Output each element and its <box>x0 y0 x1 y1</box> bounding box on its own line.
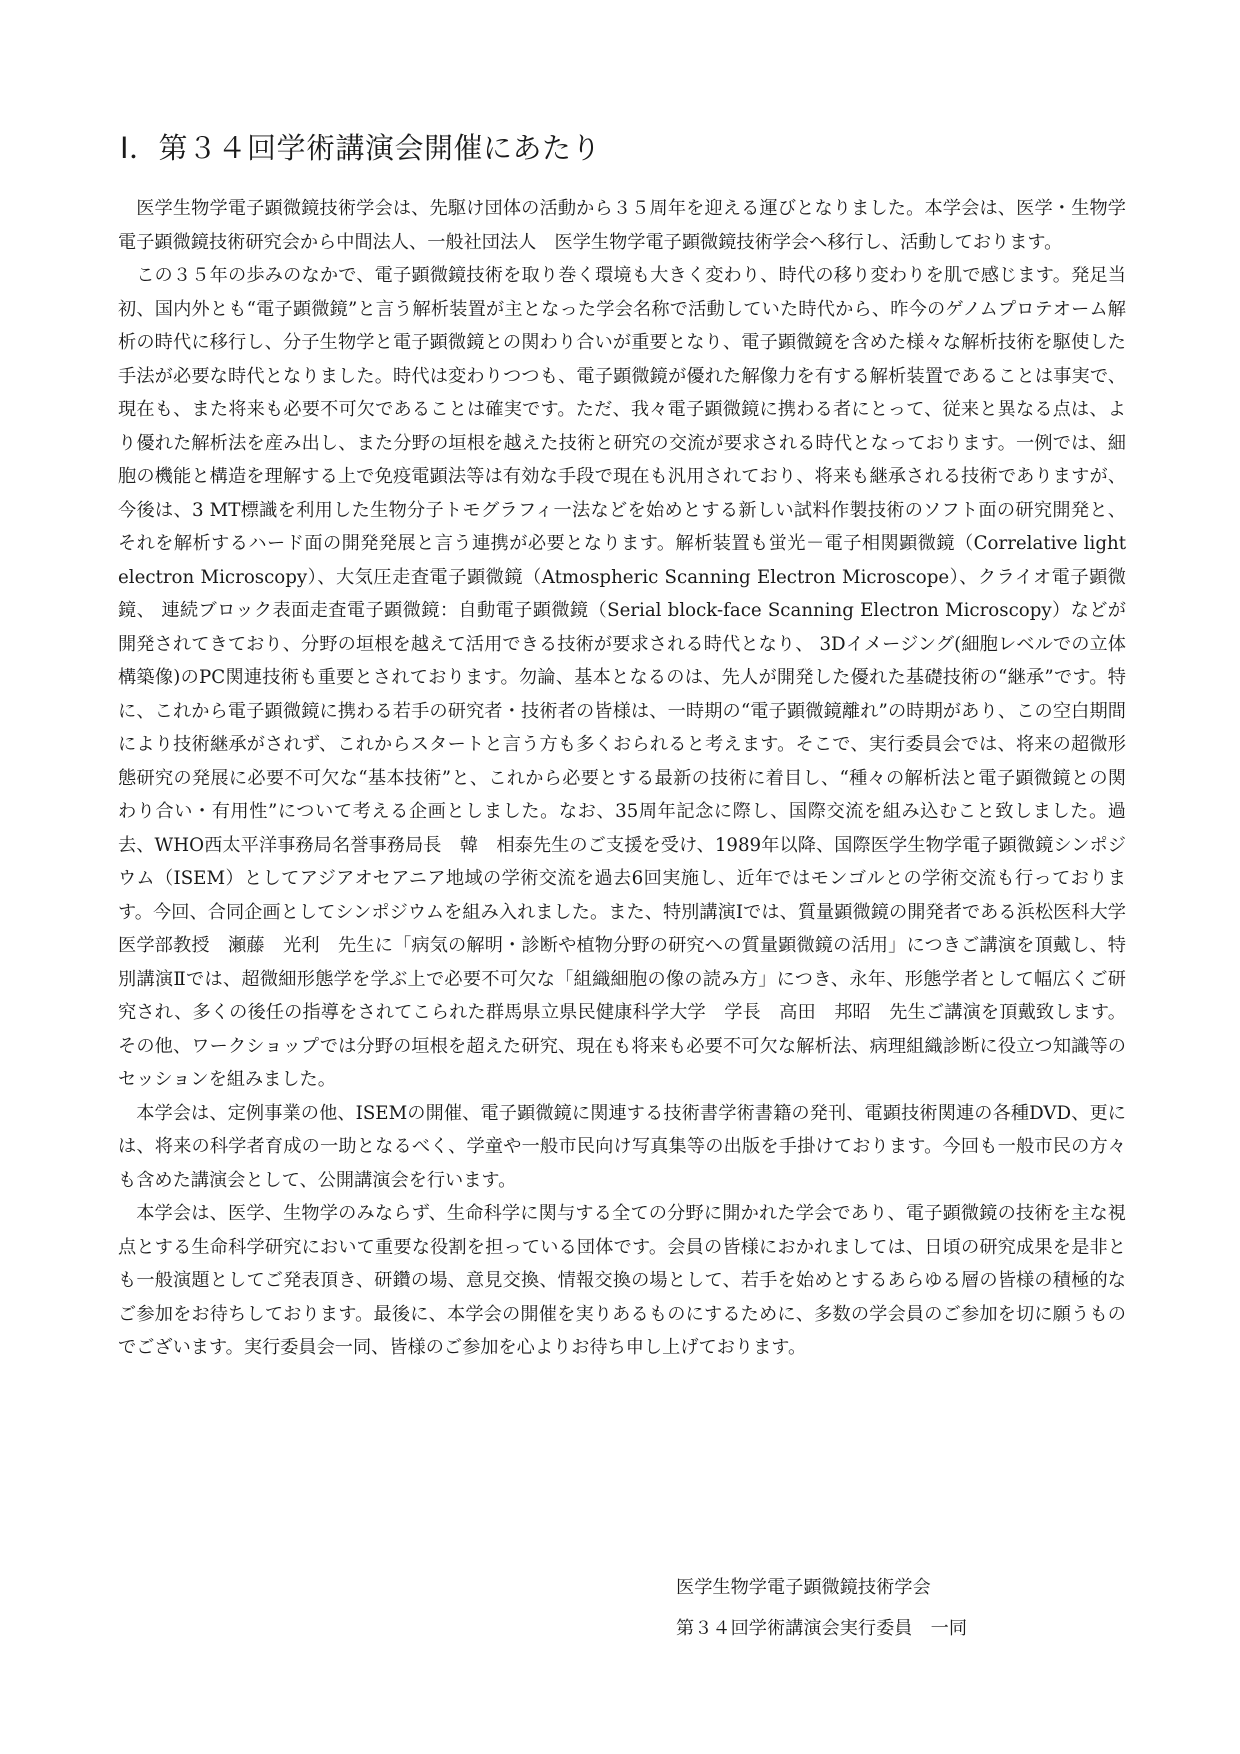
signature-committee: 第３４回学術講演会実行委員 一同 <box>676 1618 968 1639</box>
signature-organization: 医学生物学電子顕微鏡技術学会 <box>676 1577 931 1598</box>
paragraph-3: 本学会は、定例事業の他、ISEMの開催、電子顕微鏡に関連する技術書学術書籍の発刊、電顕技術関連の各種DVD、更には、将来の科学者育成の一助となるべく、学童や一般市民向け写真集等の出版を手掛けております。今回も一般市民の方々も含めた講演会として、公開講演会を行います。 <box>118 1102 1126 1191</box>
paragraph-4: 本学会は、医学、生物学のみならず、生命科学に関与する全ての分野に開かれた学会であり、電子顕微鏡の技術を主な視点とする生命科学研究において重要な役割を担っている団体です。会員の皆様におかれましては、日頃の研究成果を是非とも一般演題としてご発表頂き、研鑽の場、意見交換、情報交換の場として、若手を始めとするあらゆる層の皆様の積極的なご参加をお待ちしております。最後に、本学会の開催を実りあるものにするために、多数の学会員のご参加を切に願うものでございます。実行委員会一同、皆様のご参加を心よりお待ち申し上げております。 <box>118 1203 1126 1358</box>
page-title: Ⅰ．第３４回学術講演会開催にあたり <box>120 131 602 165</box>
paragraph-2: この３５年の歩みのなかで、電子顕微鏡技術を取り巻く環境も大きく変わり、時代の移り変わりを肌で感じます。発足当初、国内外とも“電子顕微鏡”と言う解析装置が主となった学会名称で活動していた時代から、昨今のゲノムプロテオーム解析の時代に移行し、分子生物学と電子顕微鏡との関わり合いが重要となり、電子顕微鏡を含めた様々な解析技術を駆使した手法が必要な時代となりました。時代は変わりつつも、電子顕微鏡が優れた解像力を有する解析装置であることは事実で、現在も、また将来も必要不可欠であることは確実です。ただ、我々電子顕微鏡に携わる者にとって、従来と異なる点は、より優れた解析法を産み出し、また分野の垣根を越えた技術と研究の交流が要求される時代となっております。一例では、細胞の機能と構造を理解する上で免疫電顕法等は有効な手段で現在も汎用されており、将来も継承される技術でありますが、今後は、3 MT標識を利用した生物分子トモグラフィ一法などを始めとする新しい試料作製技術のソフト面の研究開発と、それを解析するハード面の開発発展と言う連携が必要となります。解析装置も蛍光－電子相関顕微鏡（Correlative light electron Microscopy）、大気圧走査電子顕微鏡（Atmospheric Scanning Electron Microscope）、クライオ電子顕微鏡、 連続ブロック表面走査電子顕微鏡：自動電子顕微鏡（Serial block-face Scanning Electron Microscopy）などが開発されてきており、分野の垣根を越えて活用できる技術が要求される時代となり、 3Dイメージング(細胞レベルでの立体構築像)のPC関連技術も重要とされております。勿論、基本となるのは、先人が開発した優れた基礎技術の“継承”です。特に、これから電子顕微鏡に携わる若手の研究者・技術者の皆様は、一時期の“電子顕微鏡離れ”の時期があり、この空白期間により技術継承がされず、これからスタートと言う方も多くおられると考えます。そこで、実行委員会では、将来の超微形態研究の発展に必要不可欠な“基本技術”と、これから必要とする最新の技術に着目し、“種々の解析法と電子顕微鏡との関わり合い・有用性”について考える企画としました。なお、35周年記念に際し、国際交流を組み込むこと致しました。過去、WHO西太平洋事務局名誉事務局長 韓 相泰先生のご支援を受け、1989年以降、国際医学生物学電子顕微鏡シンポジウム（ISEM）としてアジアオセアニア地域の学術交流を過去6回実施し、近年ではモンゴルとの学術交流も行っております。今回、合同企画としてシンポジウムを組み入れました。また、特別講演Ⅰでは、質量顕微鏡の開発者である浜松医科大学医学部教授 瀬藤 光利 先生に「病気の解明・診断や植物分野の研究への質量顕微鏡の活用」につきご講演を頂戴し、特別講演Ⅱでは、超微細形態学を学ぶ上で必要不可欠な「組織細胞の像の読み方」につき、永年、形態学者として幅広くご研究され、多くの後任の指導をされてこられた群馬県立県民健康科学大学 学長 高田 邦昭 先生ご講演を頂戴致します。その他、ワークショップでは分野の垣根を超えた研究、現在も将来も必要不可欠な解析法、病理組織診断に役立つ知識等のセッションを組みました。 <box>118 265 1126 1090</box>
body-text <box>118 192 1126 1365</box>
signature-block <box>676 1567 1096 1649</box>
paragraph-1: 医学生物学電子顕微鏡技術学会は、先駆け団体の活動から３５周年を迎える運びとなりました。本学会は、医学・生物学電子顕微鏡技術研究会から中間法人、一般社団法人 医学生物学電子顕微鏡技術学会へ移行し、活動しております。 <box>118 198 1126 253</box>
